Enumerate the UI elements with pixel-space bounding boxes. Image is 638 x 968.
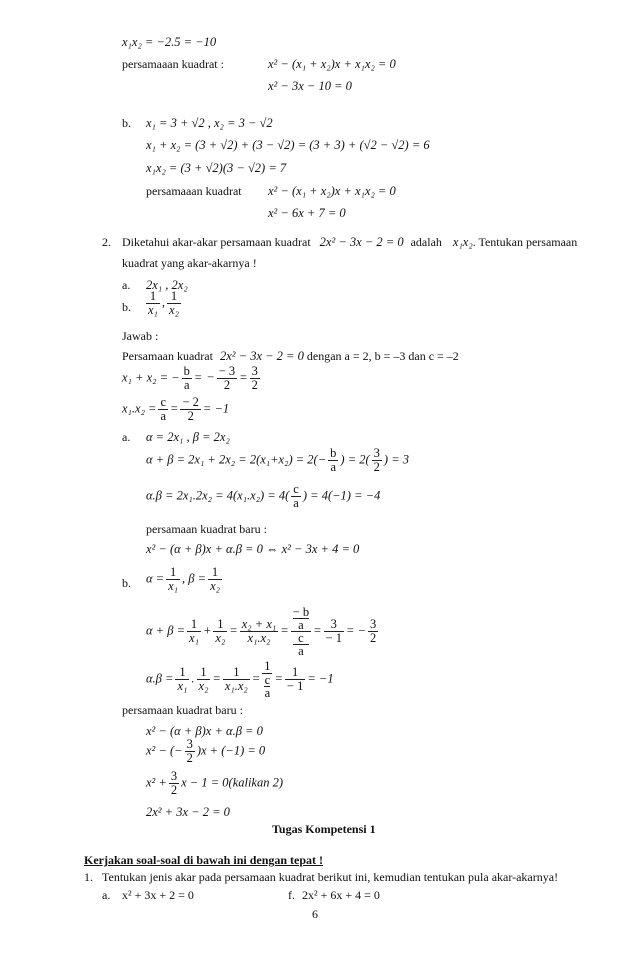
part-a-label: a. — [122, 430, 131, 444]
problem-text-c: . Tentukan persamaan — [472, 235, 578, 249]
new-equation-label: persamaan kuadrat baru : — [146, 522, 267, 536]
alpha-beta-definition: α = $\frac{1}{\text{x₁}}$ , β = $\frac{1}{\text{x₂}}$ — [146, 565, 220, 593]
intro-equation: 2x² − 3x − 2 = 0 — [219, 349, 304, 363]
answer-title: Jawab : — [122, 329, 159, 343]
general-equation: x² − (x₁ + x₂)x + x₁x₂ = 0 — [268, 184, 396, 198]
roots-symbol: x₁x₂ — [452, 235, 473, 249]
problem-equation: 2x² − 3x − 2 = 0 — [319, 235, 404, 249]
alpha-times-beta: α.β = 2x₁.2x₂ = 4(x₁.x₂) = 4( $\frac{c}{a}$ ) = 4(−1) = −4 — [146, 482, 381, 510]
task-text: Tentukan jenis akar pada persamaan kuadrat berikut ini, kemudian tentukan pula akar-akarnya! — [102, 870, 559, 884]
task-a-label: a. — [102, 888, 111, 902]
task-number: 1. — [84, 870, 93, 884]
step-4: 2x² + 3x − 2 = 0 — [146, 805, 230, 819]
new-equation: x² − (α + β)x + α.β = 0 ⇔ x² − 3x + 4 = 0 — [146, 542, 360, 556]
step-3: x² + $\frac{3}{2}$ x − 1 = 0(kalikan 2) — [146, 769, 284, 797]
product-formula: x₁.x₂ = $\frac{c}{a}$ = $\frac{- 2}{2}$ = −1 — [122, 395, 230, 423]
section-title: Tugas Kompetensi 1 — [272, 822, 376, 836]
task-a-equation: x² + 3x + 2 = 0 — [122, 888, 194, 902]
problem-text-b: adalah — [410, 235, 442, 249]
answer-intro: Persamaan kuadrat 2x² − 3x − 2 = 0 dengan a = 2, b = –3 dan c = –2 — [122, 349, 459, 363]
alpha-plus-beta: α + β = $\frac{1}{\text{x₁}}$ + $\frac{1}{\text{x₂}}$ = $\frac{\text{x₂ + x₁}}{\text{x₁.x₂}}$ = − b a c a = $\frac{3}{- 1}$ = − $\frac{3}{2}$ — [146, 605, 377, 658]
option-b-label: b. — [122, 300, 131, 314]
part-b-label: b. — [122, 576, 131, 590]
page-number: 6 — [312, 907, 318, 921]
option-a-label: a. — [122, 278, 131, 292]
alpha-beta-definition: α = 2x₁ , β = 2x₂ — [146, 430, 230, 444]
alpha-times-beta: α.β = $\frac{1}{\text{x₁}}$ . $\frac{1}{\text{x₂}}$ = $\frac{1}{\text{x₁.x₂}}$ = 1 c a = $\frac{1}{- 1}$ = −1 — [146, 659, 334, 700]
product-line: x₁x₂ = −2.5 = −10 — [122, 35, 217, 49]
problem-number: 2. — [102, 235, 111, 249]
sum-formula: x₁ + x₂ = − $\frac{b}{a}$ = − $\frac{- 3}{2}$ = $\frac{3}{2}$ — [122, 364, 258, 392]
part-b-label: b. — [122, 116, 131, 130]
option-b: $\frac{1}{\text{x₁}}$ , $\frac{1}{\text{x₂}}$ — [148, 289, 179, 317]
new-equation-label: persamaan kuadrat baru : — [122, 703, 243, 717]
sum-of-roots: x₁ + x₂ = (3 + √2) + (3 − √2) = (3 + 3) + (√2 − √2) = 6 — [146, 138, 430, 152]
fraction-1-over-x2: $\frac{1}{\text{x₂}}$ — [169, 289, 179, 317]
general-equation: x² − (x₁ + x₂)x + x₁x₂ = 0 — [268, 57, 396, 71]
problem-text-a: Diketahui akar-akar persamaan kuadrat — [122, 235, 311, 249]
equation-label: persamaaan kuadrat : — [122, 57, 224, 71]
fraction-1-over-x1: $\frac{1}{\text{x₁}}$ — [148, 289, 158, 317]
problem-text-line2: kuadrat yang akar-akarnya ! — [122, 256, 257, 270]
result-equation: x² − 6x + 7 = 0 — [268, 206, 346, 220]
roots-definition: x₁ = 3 + √2 , x₂ = 3 − √2 — [146, 116, 273, 130]
step-2: x² − (− $\frac{3}{2}$ )x + (−1) = 0 — [146, 737, 266, 765]
task-f-label: f. — [288, 888, 295, 902]
instruction: Kerjakan soal-soal di bawah ini dengan tepat ! — [84, 853, 324, 867]
result-equation: x² − 3x − 10 = 0 — [268, 79, 352, 93]
option-a: 2x₁ , 2x₂ — [146, 278, 188, 292]
product-of-roots: x₁x₂ = (3 + √2)(3 − √2) = 7 — [146, 161, 287, 175]
equation-label: persamaaan kuadrat — [146, 184, 242, 198]
problem-text — [122, 235, 577, 249]
task-f-equation: 2x² + 6x + 4 = 0 — [302, 888, 380, 902]
step-1: x² − (α + β)x + α.β = 0 — [146, 724, 263, 738]
alpha-plus-beta: α + β = 2x₁ + 2x₂ = 2(x₁+x₂) = 2(− $\frac{b}{a}$ ) = 2( $\frac{3}{2}$ ) = 3 — [146, 446, 410, 474]
